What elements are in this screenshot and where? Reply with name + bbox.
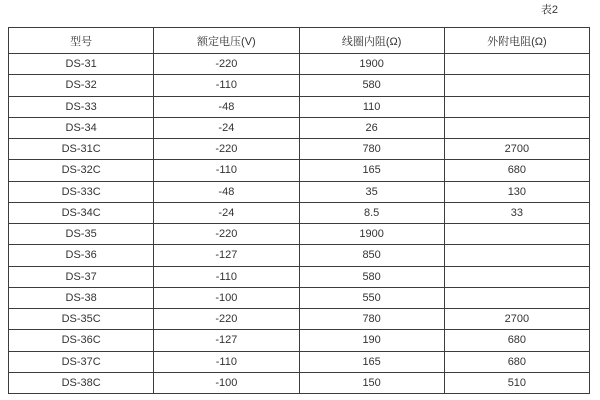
table-row [9,351,590,372]
cell-coil-resistance: 110 [299,96,444,117]
cell-coil-resistance: 26 [299,117,444,138]
cell-coil-resistance: 850 [299,245,444,266]
cell-coil-resistance: 35 [299,181,444,202]
col-header-rated-voltage: 额定电压(V) [154,28,299,54]
table-row [9,160,590,181]
cell-rated-voltage: -220 [154,309,299,330]
cell-rated-voltage: -110 [154,160,299,181]
cell-model: DS-35C [9,309,154,330]
cell-model: DS-32C [9,160,154,181]
cell-model: DS-37 [9,266,154,287]
cell-model: DS-32 [9,75,154,96]
table-row [9,287,590,308]
table-caption: 表2 [540,4,558,16]
spec-table [8,27,590,394]
cell-model: DS-31 [9,54,154,75]
cell-model: DS-31C [9,139,154,160]
table-row [9,54,590,75]
cell-external-resistance: 2700 [444,309,589,330]
cell-coil-resistance: 190 [299,330,444,351]
table-row [9,309,590,330]
cell-external-resistance [444,54,589,75]
cell-external-resistance [444,245,589,266]
cell-coil-resistance: 165 [299,351,444,372]
cell-external-resistance [444,287,589,308]
cell-coil-resistance: 780 [299,309,444,330]
cell-model: DS-38C [9,372,154,393]
cell-rated-voltage: -100 [154,287,299,308]
table-row [9,266,590,287]
spec-table-body [9,54,590,394]
cell-coil-resistance: 8.5 [299,202,444,223]
cell-external-resistance: 680 [444,351,589,372]
cell-coil-resistance: 580 [299,75,444,96]
cell-external-resistance: 33 [444,202,589,223]
cell-model: DS-36C [9,330,154,351]
cell-rated-voltage: -110 [154,351,299,372]
cell-rated-voltage: -127 [154,330,299,351]
cell-external-resistance: 680 [444,330,589,351]
cell-coil-resistance: 580 [299,266,444,287]
header-row [9,28,590,54]
cell-model: DS-38 [9,287,154,308]
cell-external-resistance [444,224,589,245]
table-row [9,117,590,138]
cell-external-resistance: 510 [444,372,589,393]
cell-rated-voltage: -24 [154,202,299,223]
spec-table-head [9,28,590,54]
cell-external-resistance [444,96,589,117]
table-row [9,96,590,117]
table-row [9,224,590,245]
cell-coil-resistance: 1900 [299,224,444,245]
cell-rated-voltage: -110 [154,266,299,287]
cell-external-resistance: 130 [444,181,589,202]
table-row [9,139,590,160]
cell-model: DS-36 [9,245,154,266]
table-row [9,372,590,393]
cell-external-resistance [444,75,589,96]
table-row [9,75,590,96]
cell-coil-resistance: 550 [299,287,444,308]
cell-external-resistance [444,266,589,287]
cell-rated-voltage: -220 [154,224,299,245]
table-row [9,181,590,202]
cell-model: DS-34C [9,202,154,223]
table-row [9,202,590,223]
cell-model: DS-34 [9,117,154,138]
table-row [9,245,590,266]
cell-coil-resistance: 150 [299,372,444,393]
cell-rated-voltage: -24 [154,117,299,138]
cell-coil-resistance: 165 [299,160,444,181]
cell-external-resistance [444,117,589,138]
cell-coil-resistance: 1900 [299,54,444,75]
col-header-external-resistance: 外附电阻(Ω) [444,28,589,54]
cell-rated-voltage: -48 [154,96,299,117]
cell-rated-voltage: -220 [154,139,299,160]
cell-model: DS-33 [9,96,154,117]
cell-coil-resistance: 780 [299,139,444,160]
cell-rated-voltage: -48 [154,181,299,202]
cell-rated-voltage: -220 [154,54,299,75]
cell-model: DS-35 [9,224,154,245]
cell-external-resistance: 680 [444,160,589,181]
cell-external-resistance: 2700 [444,139,589,160]
cell-model: DS-37C [9,351,154,372]
cell-rated-voltage: -127 [154,245,299,266]
table-row [9,330,590,351]
cell-model: DS-33C [9,181,154,202]
col-header-coil-resistance: 线圈内阻(Ω) [299,28,444,54]
cell-rated-voltage: -110 [154,75,299,96]
col-header-model: 型号 [9,28,154,54]
cell-rated-voltage: -100 [154,372,299,393]
